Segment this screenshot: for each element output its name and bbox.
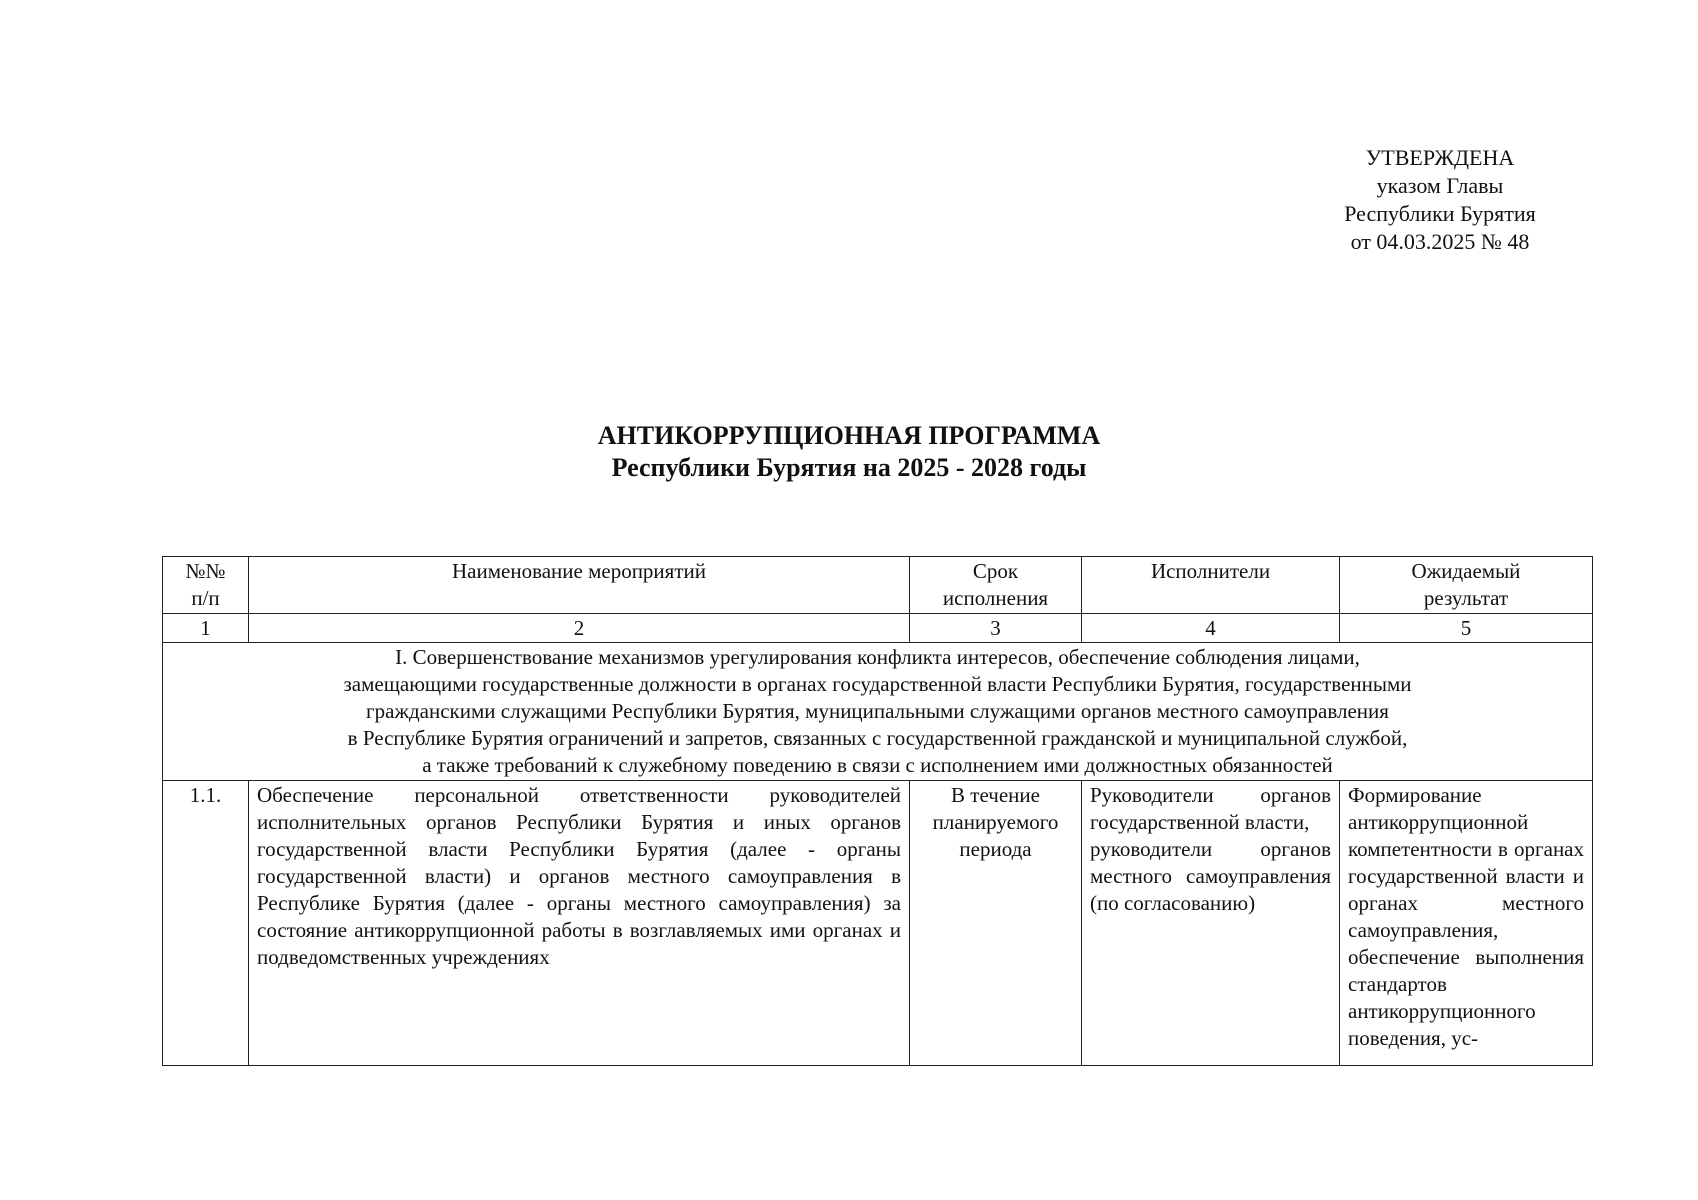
header-result-line2: результат <box>1423 586 1509 610</box>
column-number-5: 5 <box>1340 614 1593 643</box>
header-result <box>1340 557 1593 614</box>
row-executors-part2: руководители органов местного самоуправления (по согласованию) <box>1090 837 1331 915</box>
section-heading-row <box>163 643 1593 781</box>
header-executors-label: Исполнители <box>1150 559 1271 583</box>
section-heading-line3: гражданскими служащими Республики Бурятия, муниципальными служащими органов местного самоуправления <box>366 699 1389 723</box>
row-expected-result: Формирование антикоррупционной компетентности в органах государственной власти и органах местного самоуправления, обеспечение выполнения стандартов антикоррупционного поведения, ус- <box>1340 781 1593 1066</box>
header-name <box>249 557 910 614</box>
approval-line-decree: указом Главы <box>1376 173 1504 198</box>
row-term-line3: периода <box>959 837 1032 861</box>
row-term-line2: планируемого <box>932 810 1059 834</box>
row-measure-name: Обеспечение персональной ответственности руководителей исполнительных органов Республики Бурятия и иных органов государственной власти Республики Бурятия (далее - органы государственной власти) и органов местного самоуправления в Республике Бурятия (далее - органы местного самоуправления) за состояние антикоррупционной работы в возглавляемых ими органах и подведомственных учреждениях <box>249 781 910 1066</box>
approval-line-republic: Республики Бурятия <box>1344 201 1536 226</box>
row-executors <box>1082 781 1340 1066</box>
column-number-2: 2 <box>249 614 910 643</box>
row-term-line1: В течение <box>951 783 1040 807</box>
section-heading <box>163 643 1593 781</box>
approval-line-approved: УТВЕРЖДЕНА <box>1365 145 1515 170</box>
document-title <box>0 420 1698 484</box>
document-title-line1: АНТИКОРРУПЦИОННАЯ ПРОГРАММА <box>597 421 1101 450</box>
header-term <box>910 557 1082 614</box>
section-heading-line2: замещающими государственные должности в органах государственной власти Республики Бурятия, государственными <box>343 672 1412 696</box>
column-number-row <box>163 614 1593 643</box>
approval-line-date: от 04.03.2025 № 48 <box>1350 229 1530 254</box>
header-number-line2: п/п <box>191 586 220 610</box>
row-number: 1.1. <box>163 781 249 1066</box>
approval-stamp <box>1300 144 1580 256</box>
section-heading-line1: I. Совершенствование механизмов урегулирования конфликта интересов, обеспечение соблюдения лицами, <box>395 645 1360 669</box>
row-term <box>910 781 1082 1066</box>
column-number-3: 3 <box>910 614 1082 643</box>
header-result-line1: Ожидаемый <box>1411 559 1521 583</box>
document-title-line2: Республики Бурятия на 2025 - 2028 годы <box>611 453 1087 482</box>
table-header-row <box>163 557 1593 614</box>
header-term-line2: исполнения <box>942 586 1049 610</box>
column-number-1: 1 <box>163 614 249 643</box>
header-name-label: Наименование мероприятий <box>452 559 706 583</box>
table-row <box>163 781 1593 1066</box>
section-heading-line4: в Республике Бурятия ограничений и запретов, связанных с государственной гражданской и муниципальной службой, <box>347 726 1408 750</box>
row-executors-part1: Руководители органов государственной власти, <box>1090 783 1331 834</box>
section-heading-line5: а также требований к служебному поведению в связи с исполнением ими должностных обязанностей <box>422 753 1333 777</box>
program-table <box>162 556 1593 1066</box>
header-executors <box>1082 557 1340 614</box>
header-number <box>163 557 249 614</box>
header-term-line1: Срок <box>972 559 1019 583</box>
column-number-4: 4 <box>1082 614 1340 643</box>
header-number-line1: №№ <box>185 559 226 583</box>
